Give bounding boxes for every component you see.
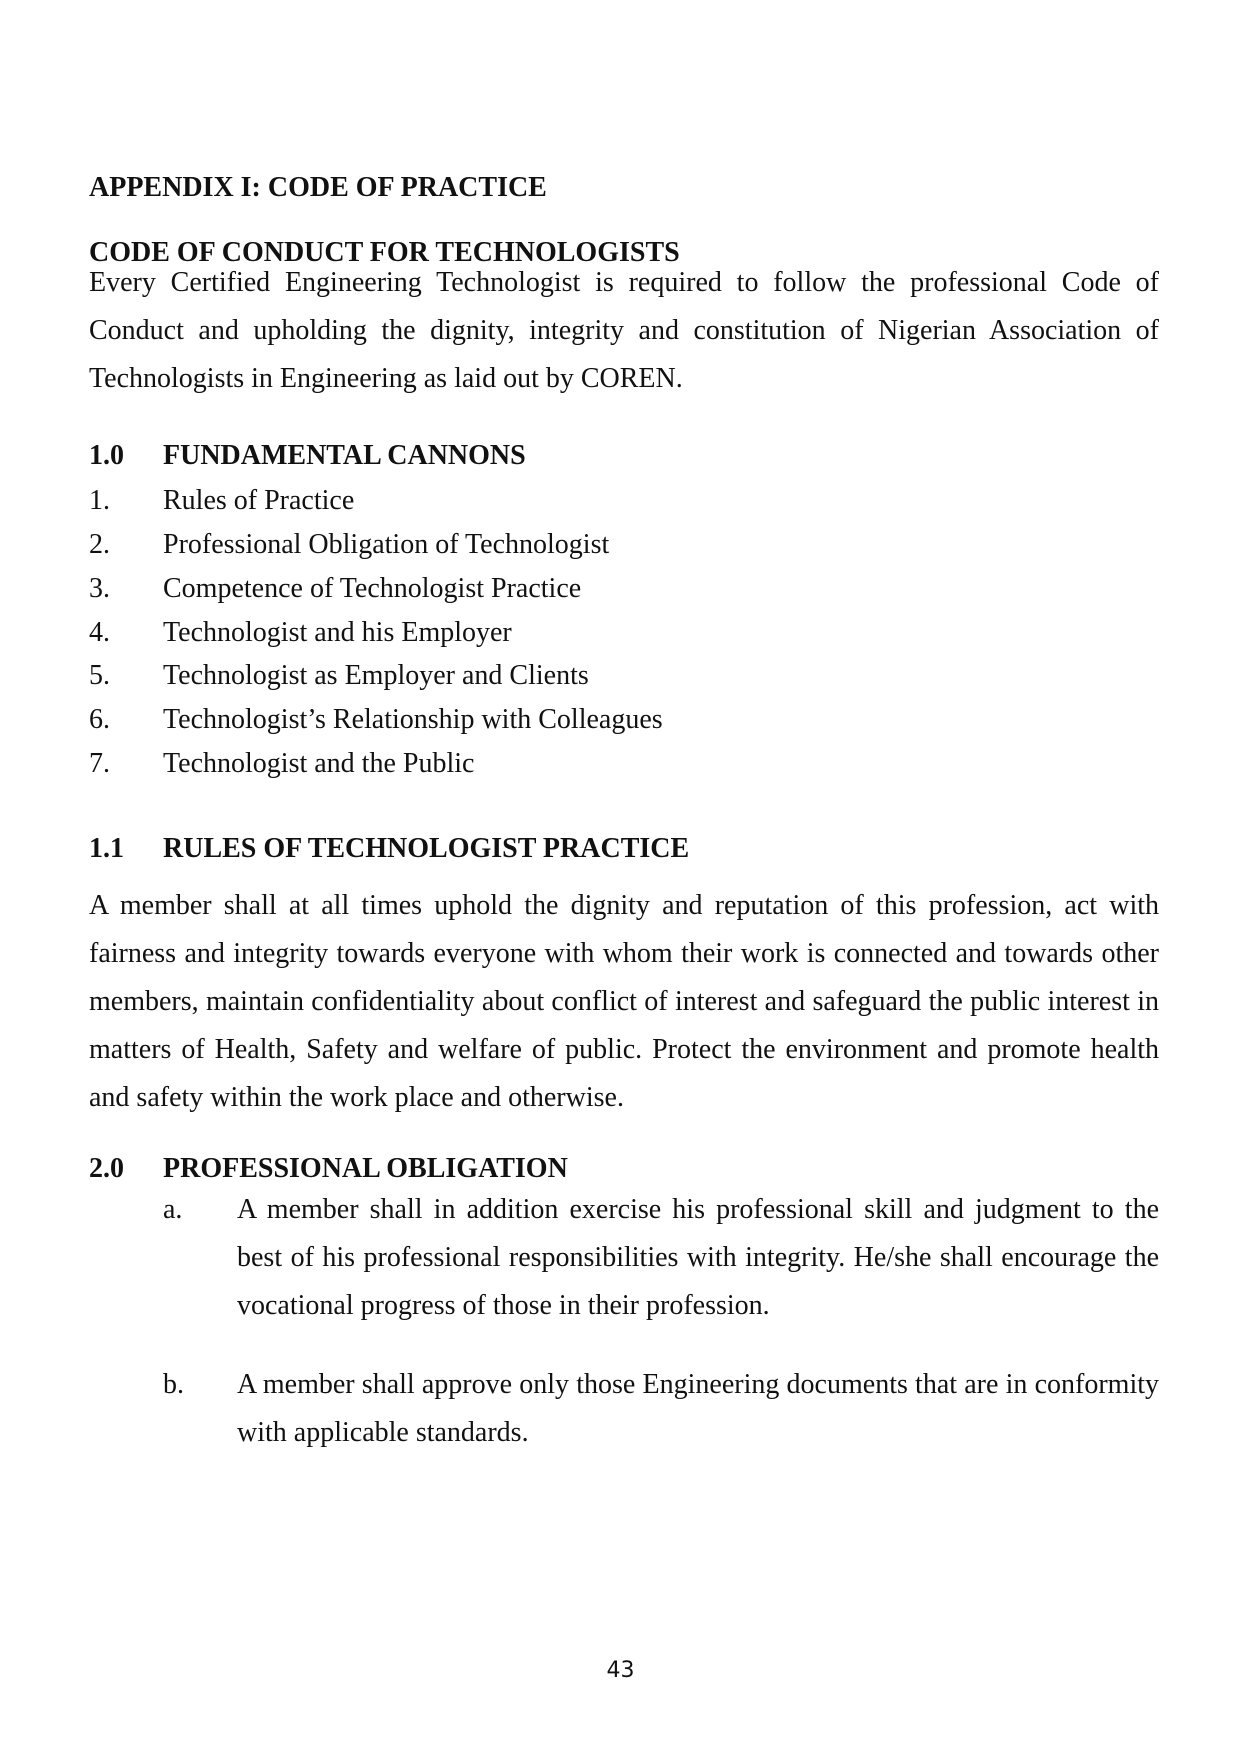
item-text: Technologist and his Employer <box>163 617 512 648</box>
section-number: 1.0 <box>89 440 124 471</box>
item-text: A member shall approve only those Engineering documents that are in conformity with applicable standards. <box>237 1369 1159 1448</box>
item-number: 2. <box>89 529 110 560</box>
item-text: Technologist and the Public <box>163 748 475 779</box>
item-number: 7. <box>89 748 110 779</box>
appendix-title: APPENDIX I: CODE OF PRACTICE <box>89 172 547 203</box>
item-letter: a. <box>163 1194 183 1225</box>
list-item <box>89 704 663 736</box>
item-text: Technologist as Employer and Clients <box>163 660 589 691</box>
rules-paragraph: A member shall at all times uphold the dignity and reputation of this profession, act with fairness and integrity towards everyone with whom their work is connected and towards other members, maintain confidentiality about conflict of interest and safeguard the public interest in matters of Health, Safety and welfare of public. Protect the environment and promote health and safety within the work place and otherwise. <box>89 890 1159 1113</box>
item-number: 6. <box>89 704 110 735</box>
section-number: 2.0 <box>89 1153 124 1184</box>
obligation-item-b <box>163 1361 1159 1457</box>
list-item <box>89 485 354 517</box>
list-item <box>89 573 581 605</box>
list-item <box>89 748 474 780</box>
list-item <box>89 660 589 692</box>
item-text: Technologist’s Relationship with Colleagues <box>163 704 663 735</box>
item-number: 3. <box>89 573 110 604</box>
section-title: RULES OF TECHNOLOGIST PRACTICE <box>163 833 690 864</box>
section-1-0-heading <box>89 440 526 472</box>
section-number: 1.1 <box>89 833 124 864</box>
section-title: PROFESSIONAL OBLIGATION <box>163 1153 568 1184</box>
section-2-0-heading <box>89 1153 568 1185</box>
item-text: A member shall in addition exercise his professional skill and judgment to the best of his professional responsibilities with integrity. He/she shall encourage the vocational progress of those in their profession. <box>237 1194 1159 1321</box>
page-number: 43 <box>606 1658 635 1683</box>
item-number: 4. <box>89 617 110 648</box>
item-text: Professional Obligation of Technologist <box>163 529 610 560</box>
item-text: Rules of Practice <box>163 485 355 516</box>
item-number: 5. <box>89 660 110 691</box>
intro-paragraph: Every Certified Engineering Technologist is required to follow the professional Code of Conduct and upholding the dignity, integrity and constitution of Nigerian Association of Technologists in Engineering as laid out by COREN. <box>89 267 1159 394</box>
section-title: FUNDAMENTAL CANNONS <box>163 440 526 471</box>
item-text: Competence of Technologist Practice <box>163 573 582 604</box>
code-title: CODE OF CONDUCT FOR TECHNOLOGISTS <box>89 237 680 268</box>
list-item <box>89 529 609 561</box>
item-letter: b. <box>163 1369 184 1400</box>
obligation-item-a <box>163 1186 1159 1330</box>
section-1-1-heading <box>89 833 689 865</box>
item-number: 1. <box>89 485 110 516</box>
list-item <box>89 617 512 649</box>
